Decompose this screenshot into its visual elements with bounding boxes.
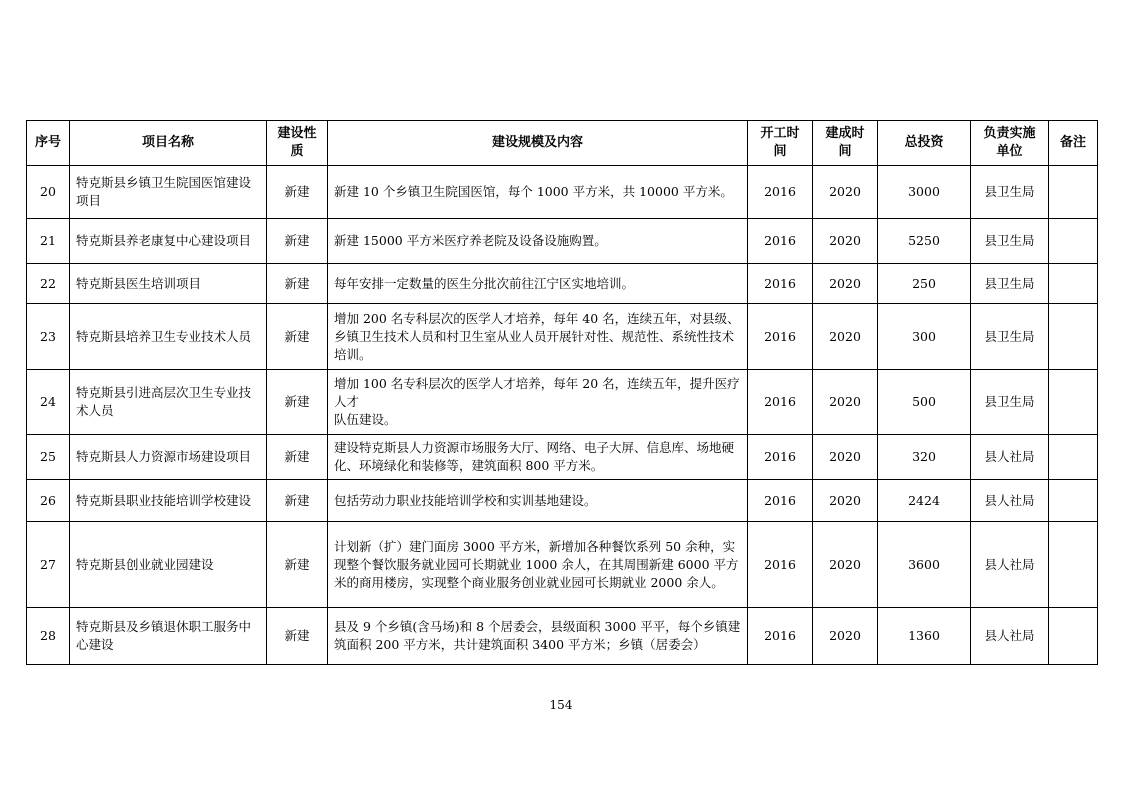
cell-project-name: 特克斯县乡镇卫生院国医馆建设项目 — [70, 166, 267, 219]
cell-responsible-unit: 县人社局 — [971, 435, 1049, 480]
cell-remark — [1049, 370, 1098, 435]
cell-responsible-unit: 县卫生局 — [971, 166, 1049, 219]
table-row — [27, 219, 1098, 264]
cell-finish-year: 2020 — [813, 522, 878, 608]
cell-nature: 新建 — [267, 219, 328, 264]
cell-finish-year: 2020 — [813, 480, 878, 522]
cell-responsible-unit: 县卫生局 — [971, 219, 1049, 264]
cell-responsible-unit: 县卫生局 — [971, 370, 1049, 435]
page-number: 154 — [549, 698, 573, 712]
project-table-container — [26, 120, 1098, 665]
cell-responsible-unit: 县人社局 — [971, 480, 1049, 522]
cell-investment: 3600 — [878, 522, 971, 608]
cell-index: 24 — [27, 370, 70, 435]
cell-nature: 新建 — [267, 435, 328, 480]
cell-project-name: 特克斯县人力资源市场建设项目 — [70, 435, 267, 480]
table-header-row — [27, 121, 1098, 166]
cell-finish-year: 2020 — [813, 264, 878, 304]
cell-remark — [1049, 480, 1098, 522]
cell-remark — [1049, 435, 1098, 480]
cell-content: 增加 100 名专科层次的医学人才培养，每年 20 名，连续五年，提升医疗人才 队伍建设。 — [328, 370, 748, 435]
cell-index: 27 — [27, 522, 70, 608]
cell-responsible-unit: 县卫生局 — [971, 304, 1049, 370]
cell-nature: 新建 — [267, 166, 328, 219]
cell-investment: 250 — [878, 264, 971, 304]
cell-remark — [1049, 166, 1098, 219]
header-unit: 负责实施单位 — [971, 121, 1049, 166]
cell-index: 25 — [27, 435, 70, 480]
cell-start-year: 2016 — [748, 304, 813, 370]
cell-index: 21 — [27, 219, 70, 264]
cell-remark — [1049, 264, 1098, 304]
cell-project-name: 特克斯县医生培训项目 — [70, 264, 267, 304]
table-row — [27, 608, 1098, 665]
cell-content: 每年安排一定数量的医生分批次前往江宁区实地培训。 — [328, 264, 748, 304]
cell-start-year: 2016 — [748, 480, 813, 522]
table-row — [27, 435, 1098, 480]
cell-content: 新建 15000 平方米医疗养老院及设备设施购置。 — [328, 219, 748, 264]
table-row — [27, 304, 1098, 370]
cell-start-year: 2016 — [748, 608, 813, 665]
cell-remark — [1049, 608, 1098, 665]
cell-finish-year: 2020 — [813, 166, 878, 219]
header-name: 项目名称 — [70, 121, 267, 166]
project-table — [26, 120, 1098, 665]
cell-remark — [1049, 219, 1098, 264]
header-finish: 建成时间 — [813, 121, 878, 166]
cell-finish-year: 2020 — [813, 608, 878, 665]
cell-investment: 500 — [878, 370, 971, 435]
header-content: 建设规模及内容 — [328, 121, 748, 166]
cell-responsible-unit: 县卫生局 — [971, 264, 1049, 304]
table-row — [27, 264, 1098, 304]
cell-investment: 1360 — [878, 608, 971, 665]
cell-nature: 新建 — [267, 370, 328, 435]
table-row — [27, 166, 1098, 219]
cell-remark — [1049, 304, 1098, 370]
cell-finish-year: 2020 — [813, 370, 878, 435]
cell-content: 增加 200 名专科层次的医学人才培养，每年 40 名，连续五年，对县级、乡镇卫生技术人员和村卫生室从业人员开展针对性、规范性、系统性技术培训。 — [328, 304, 748, 370]
cell-finish-year: 2020 — [813, 219, 878, 264]
cell-investment: 3000 — [878, 166, 971, 219]
cell-content: 县及 9 个乡镇(含马场)和 8 个居委会，县级面积 3000 平平，每个乡镇建筑面积 200 平方米，共计建筑面积 3400 平方米；乡镇（居委会） — [328, 608, 748, 665]
cell-index: 22 — [27, 264, 70, 304]
header-nature: 建设性质 — [267, 121, 328, 166]
cell-content: 建设特克斯县人力资源市场服务大厅、网络、电子大屏、信息库、场地硬化、环境绿化和装修等，建筑面积 800 平方米。 — [328, 435, 748, 480]
cell-project-name: 特克斯县职业技能培训学校建设 — [70, 480, 267, 522]
cell-nature: 新建 — [267, 480, 328, 522]
cell-start-year: 2016 — [748, 522, 813, 608]
cell-nature: 新建 — [267, 264, 328, 304]
cell-content: 新建 10 个乡镇卫生院国医馆，每个 1000 平方米，共 10000 平方米。 — [328, 166, 748, 219]
cell-project-name: 特克斯县及乡镇退休职工服务中心建设 — [70, 608, 267, 665]
cell-responsible-unit: 县人社局 — [971, 608, 1049, 665]
cell-content: 包括劳动力职业技能培训学校和实训基地建设。 — [328, 480, 748, 522]
cell-project-name: 特克斯县培养卫生专业技术人员 — [70, 304, 267, 370]
cell-investment: 320 — [878, 435, 971, 480]
cell-index: 26 — [27, 480, 70, 522]
cell-start-year: 2016 — [748, 264, 813, 304]
cell-index: 23 — [27, 304, 70, 370]
cell-nature: 新建 — [267, 522, 328, 608]
cell-remark — [1049, 522, 1098, 608]
table-body — [27, 166, 1098, 665]
cell-investment: 2424 — [878, 480, 971, 522]
cell-project-name: 特克斯县创业就业园建设 — [70, 522, 267, 608]
cell-start-year: 2016 — [748, 166, 813, 219]
cell-responsible-unit: 县人社局 — [971, 522, 1049, 608]
cell-investment: 5250 — [878, 219, 971, 264]
cell-finish-year: 2020 — [813, 435, 878, 480]
cell-project-name: 特克斯县引进高层次卫生专业技术人员 — [70, 370, 267, 435]
cell-start-year: 2016 — [748, 219, 813, 264]
header-investment: 总投资 — [878, 121, 971, 166]
cell-investment: 300 — [878, 304, 971, 370]
cell-start-year: 2016 — [748, 370, 813, 435]
cell-project-name: 特克斯县养老康复中心建设项目 — [70, 219, 267, 264]
header-start: 开工时间 — [748, 121, 813, 166]
cell-start-year: 2016 — [748, 435, 813, 480]
table-row — [27, 480, 1098, 522]
header-remark: 备注 — [1049, 121, 1098, 166]
cell-index: 20 — [27, 166, 70, 219]
cell-nature: 新建 — [267, 304, 328, 370]
cell-finish-year: 2020 — [813, 304, 878, 370]
table-row — [27, 370, 1098, 435]
cell-index: 28 — [27, 608, 70, 665]
table-row — [27, 522, 1098, 608]
header-index: 序号 — [27, 121, 70, 166]
cell-content: 计划新（扩）建门面房 3000 平方米，新增加各种餐饮系列 50 余种，实现整个餐饮服务就业园可长期就业 1000 余人，在其周围新建 6000 平方米的商用楼房，实现整个商业服务创业就业园可长期就业 2000 余人。 — [328, 522, 748, 608]
cell-nature: 新建 — [267, 608, 328, 665]
